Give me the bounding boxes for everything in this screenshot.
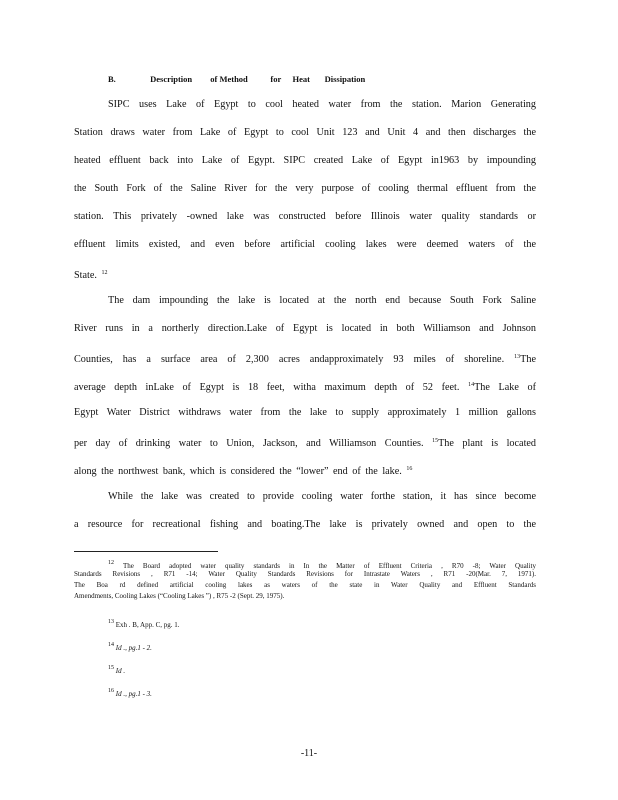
- heading-word: Heat: [292, 74, 310, 84]
- body-text: The: [520, 354, 536, 365]
- body-line: SIPC uses Lake of Egypt to cool heated water from the station. Marion Generating: [108, 99, 536, 110]
- page-number: -11-: [300, 748, 318, 759]
- section-heading: [108, 74, 365, 84]
- body-line: River runs in a northerly direction.Lake of Egypt is located in both Williamson and Johnson: [74, 323, 536, 334]
- footnote-number: 12: [108, 560, 114, 566]
- body-line: a resource for recreational fishing and boating.The lake is privately owned and open to the: [74, 519, 536, 530]
- footnote-line: [108, 617, 408, 628]
- heading-word: Dissipation: [324, 74, 366, 84]
- body-line: Station draws water from Lake of Egypt to cool Unit 123 and Unit 4 and then discharges the: [74, 127, 536, 138]
- body-text: average depth inLake of Egypt is 18 feet, witha maximum depth of 52 feet.: [74, 382, 460, 393]
- body-text: Counties, has a surface area of 2,300 acres andapproximately 93 miles of shoreline.: [74, 354, 505, 365]
- footnote-text: Id .: [115, 667, 126, 675]
- footnote-line: [108, 640, 408, 651]
- body-line: [74, 378, 536, 392]
- body-text: along the northwest bank, which is considered the “lower” end of the lake.: [74, 466, 402, 477]
- footnote-number: 15: [108, 665, 114, 671]
- footnote-line: [108, 558, 536, 569]
- body-text: State.: [74, 270, 97, 281]
- body-line: While the lake was created to provide cooling water forthe station, it has since become: [108, 491, 536, 502]
- footnote-ref: 15: [432, 438, 439, 444]
- footnote-ref: 12: [101, 270, 108, 276]
- body-line: [74, 434, 536, 448]
- footnote-line: [108, 663, 408, 674]
- footnote-ref: 14: [468, 382, 475, 388]
- body-line: station. This privately -owned lake was constructed before Illinois water quality standards or: [74, 211, 536, 222]
- footnote-text: Id ., pg.1 - 3.: [115, 690, 152, 698]
- footnote-line: [108, 686, 408, 697]
- body-line: [74, 350, 536, 364]
- body-line: the South Fork of the Saline River for the very purpose of cooling thermal effluent from the: [74, 183, 536, 194]
- footnote-number: 14: [108, 642, 114, 648]
- body-line: The dam impounding the lake is located at the north end because South Fork Saline: [108, 295, 536, 306]
- body-text: per day of drinking water to Union, Jackson, and Williamson Counties.: [74, 438, 424, 449]
- footnote-ref: 13: [514, 354, 521, 360]
- footnote-line: Standards Revisions , R71 -14; Water Quality Standards Revisions for Intrastate Waters , R71 -20(Mar. 7, 1971).: [74, 570, 536, 578]
- footnote-text: Exh . B, App. C, pg. 1.: [115, 621, 180, 629]
- body-line: heated effluent back into Lake of Egypt. SIPC created Lake of Egypt in1963 by impounding: [74, 155, 536, 166]
- footnote-number: 16: [108, 688, 114, 694]
- body-text: The Lake of: [474, 382, 537, 393]
- heading-word: for: [270, 74, 282, 84]
- body-line-last: [74, 462, 536, 476]
- heading-letter: B.: [108, 74, 116, 84]
- footnote-text: The Board adopted water quality standards in In the Matter of Effluent Criteria , R70 -8; Water Quality: [122, 562, 537, 570]
- body-line: effluent limits existed, and even before artificial cooling lakes were deemed waters of the: [74, 239, 536, 250]
- footnote-line: Amendments, Cooling Lakes (“Cooling Lakes ”) , R75 -2 (Sept. 29, 1975).: [74, 592, 285, 600]
- footnote-separator: [74, 551, 218, 552]
- body-line: Egypt Water District withdraws water from the lake to supply approximately 1 million gallons: [74, 407, 536, 418]
- heading-word: Description: [150, 74, 193, 84]
- footnote-line: The Boa rd defined artificial cooling lakes as waters of the state in Water Quality and Effluent Standards: [74, 581, 536, 589]
- footnote-number: 13: [108, 619, 114, 625]
- body-line-last: [74, 266, 536, 280]
- body-text: The plant is located: [438, 438, 537, 449]
- footnote-text: Id ., pg.1 - 2.: [115, 644, 152, 652]
- heading-word: of Method: [210, 74, 248, 84]
- footnote-ref: 16: [406, 466, 413, 472]
